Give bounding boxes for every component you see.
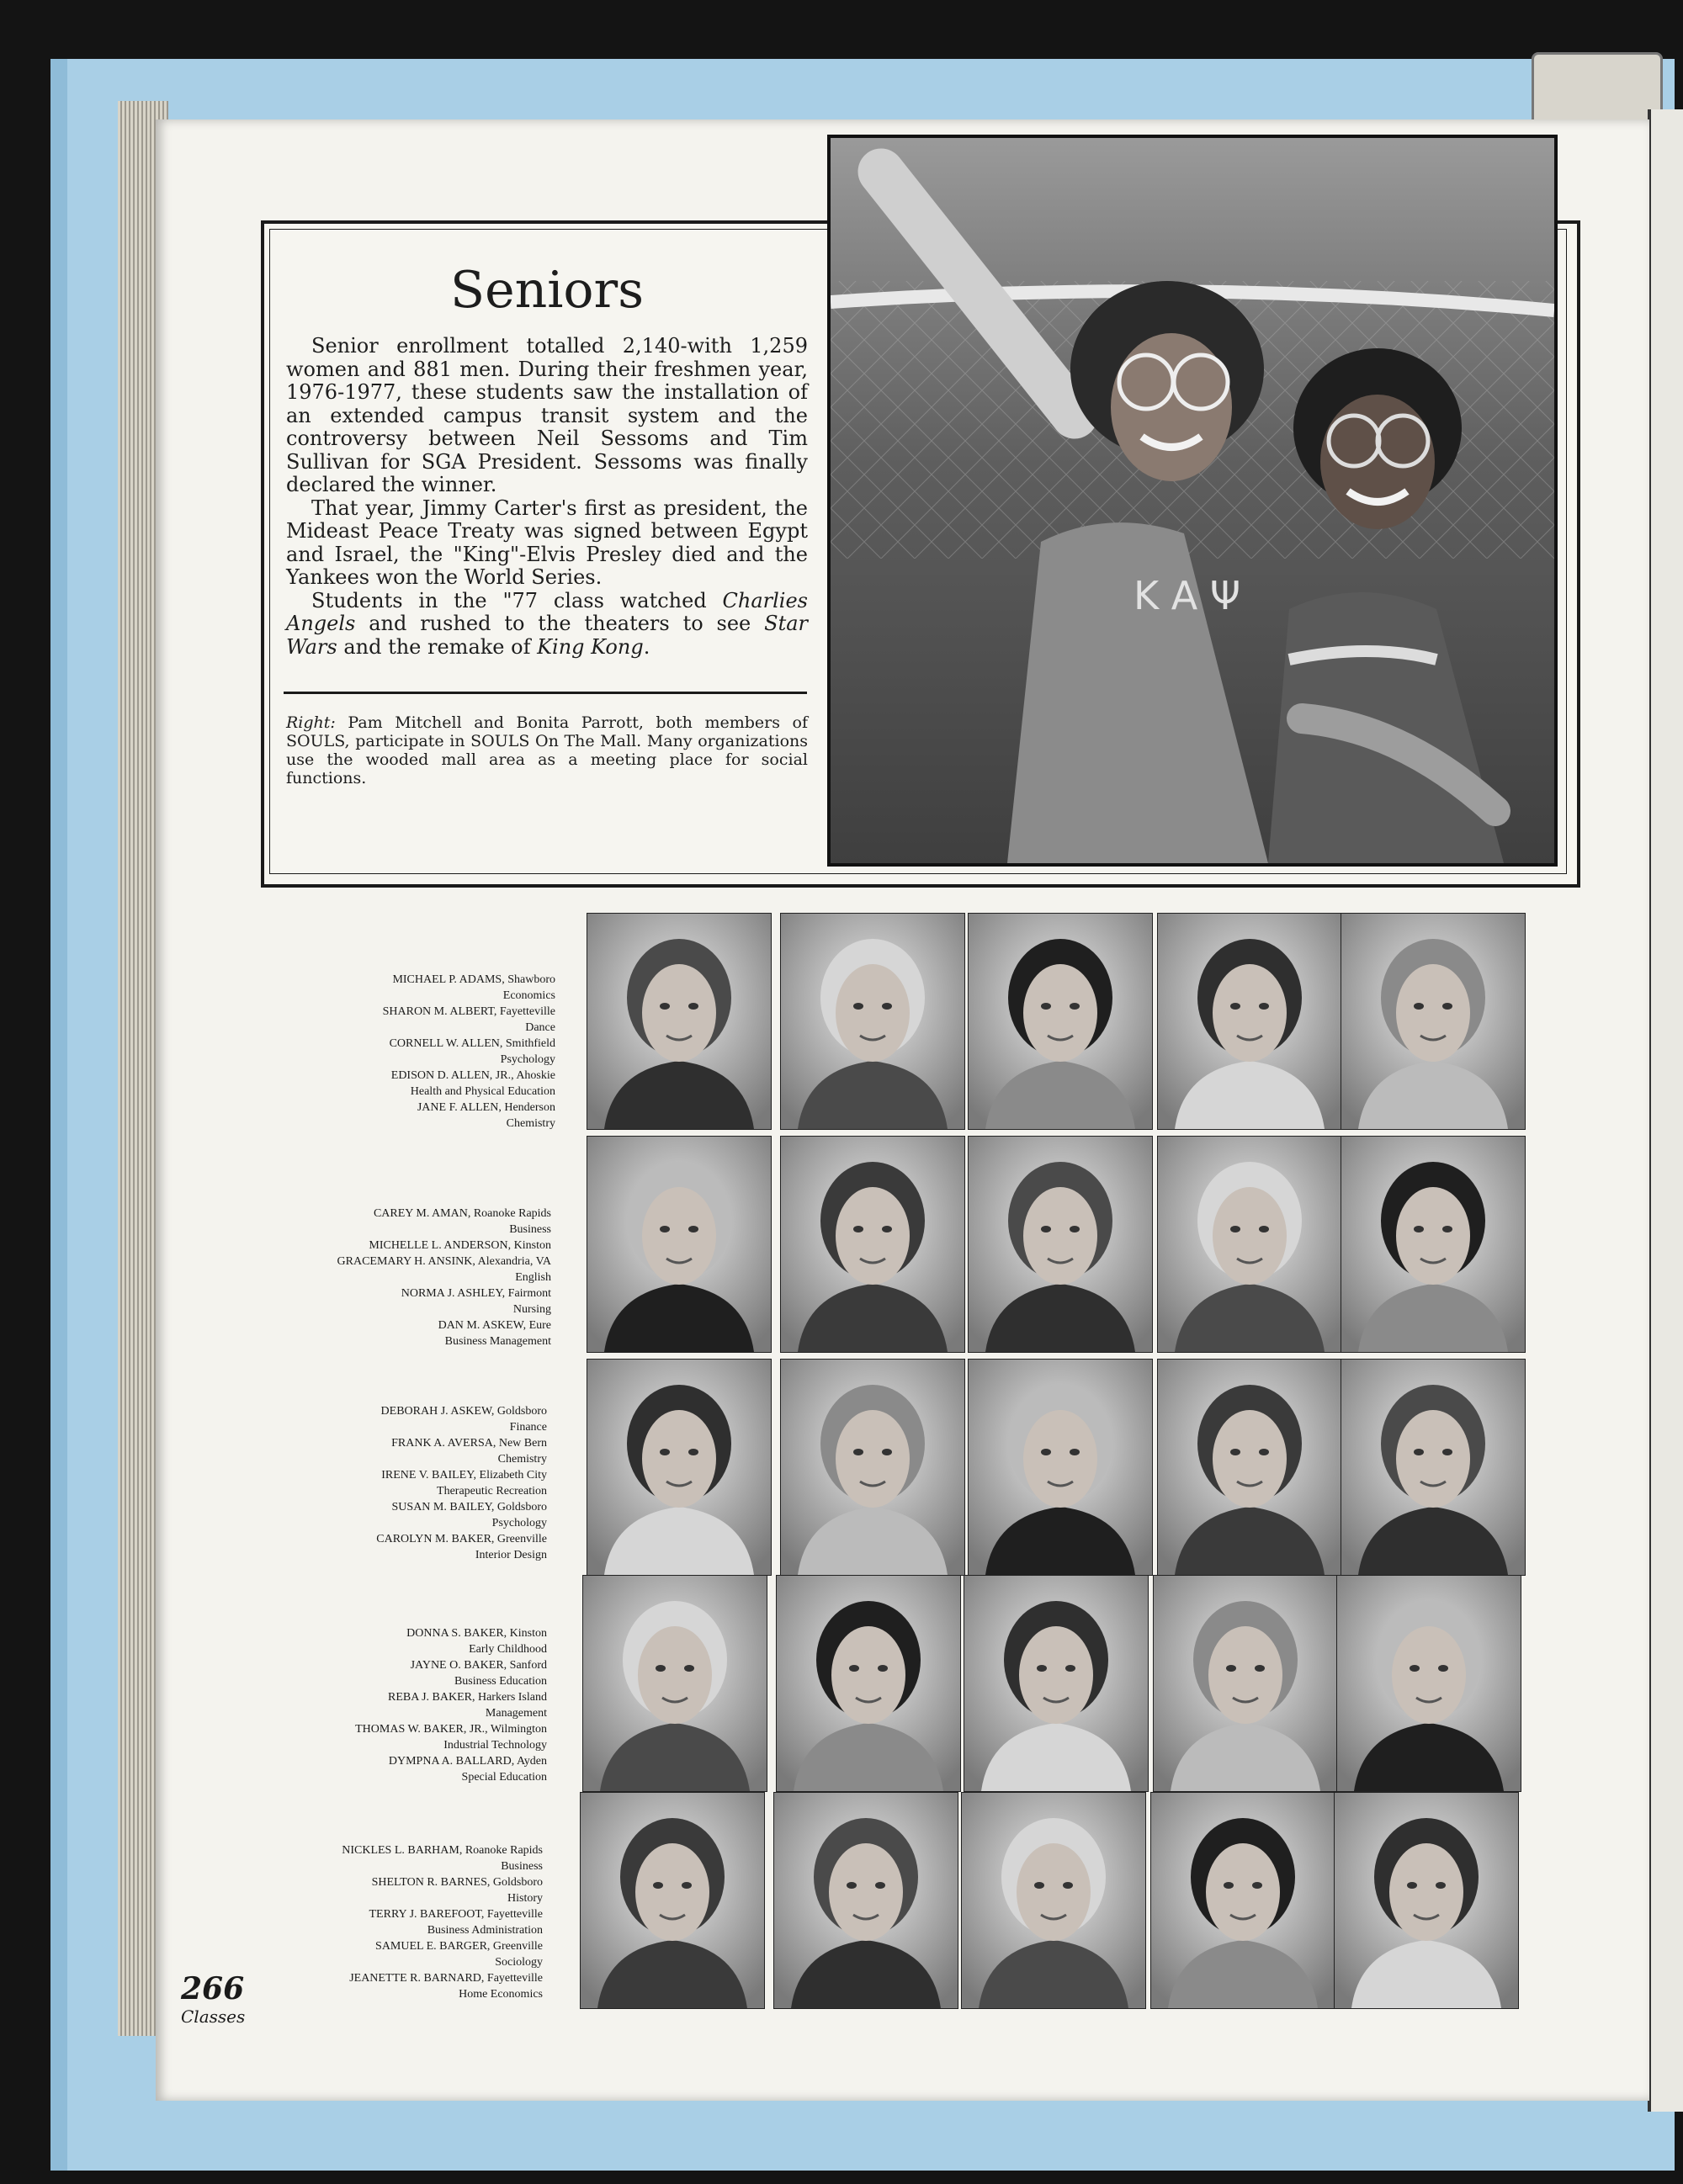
caption-divider: [284, 692, 807, 694]
student-name: EDISON D. ALLEN, JR., Ahoskie: [390, 1069, 555, 1082]
student-name: DAN M. ASKEW, Eure: [438, 1319, 551, 1332]
student-major: Business Administration: [427, 1924, 543, 1937]
page-number: 266: [181, 1971, 245, 2006]
student-name: IRENE V. BAILEY, Elizabeth City: [381, 1469, 547, 1482]
student-portrait: [961, 1792, 1146, 2009]
student-major: Early Childhood: [469, 1643, 547, 1656]
student-major: History: [507, 1892, 543, 1905]
student-portrait: [780, 1359, 965, 1576]
caption-text: Pam Mitchell and Bonita Parrott, both members of SOULS, participate in SOULS On The Mall. Many organizations use the wooded mall area as a meeting place for social functions.: [286, 713, 808, 787]
student-name: SHELTON R. BARNES, Goldsboro: [371, 1876, 543, 1889]
student-portrait: [1157, 1136, 1342, 1353]
movie-star-wars: Star Wars: [286, 612, 808, 659]
student-major: Management: [485, 1707, 547, 1720]
student-portrait: [968, 1136, 1153, 1353]
photo-caption: [286, 713, 808, 787]
roster-row-4: [244, 1625, 547, 1785]
student-portrait: [968, 913, 1153, 1130]
cover-edge: [50, 59, 67, 2171]
student-portrait: [964, 1575, 1149, 1792]
student-portrait: [1341, 1136, 1526, 1353]
student-name: NICKLES L. BARHAM, Roanoke Rapids: [342, 1844, 543, 1857]
student-portrait: [780, 913, 965, 1130]
p3-part2: and rushed to the theaters to see: [355, 612, 765, 635]
student-major: Psychology: [491, 1517, 547, 1529]
student-major: Nursing: [512, 1303, 551, 1316]
facing-page-edge: [1648, 109, 1683, 2112]
student-name: JEANETTE R. BARNARD, Fayetteville: [349, 1972, 543, 1985]
movie-king-kong: King Kong: [537, 634, 644, 659]
student-major: Therapeutic Recreation: [437, 1485, 547, 1498]
student-portrait: [1341, 913, 1526, 1130]
student-major: Business: [509, 1223, 551, 1236]
movie-charlies-angels: Charlies Angels: [286, 588, 808, 635]
student-name: CAROLYN M. BAKER, Greenville: [376, 1533, 547, 1545]
roster-row-3: [244, 1403, 547, 1563]
student-major: Interior Design: [475, 1549, 547, 1561]
student-major: Sociology: [495, 1956, 543, 1969]
roster-row-2: [244, 1206, 551, 1349]
intro-paragraph-2: That year, Jimmy Carter's first as president, the Mideast Peace Treaty was signed between Egypt and Israel, the "King"-Elvis Presley died and the Yankees won the World Series.: [286, 496, 808, 589]
feature-photo: [827, 135, 1558, 867]
student-portrait: [1153, 1575, 1338, 1792]
student-portrait: [968, 1359, 1153, 1576]
student-name: DYMPNA A. BALLARD, Ayden: [388, 1755, 547, 1768]
student-name: CORNELL W. ALLEN, Smithfield: [389, 1037, 555, 1050]
student-major: Chemistry: [497, 1453, 547, 1466]
student-major: Business Education: [454, 1675, 547, 1688]
intro-paragraph-1: Senior enrollment totalled 2,140-with 1,259 women and 881 men. During their freshmen year, 1976-1977, these students saw the installation of an extended campus transit system and the controversy between Neil Sessoms and Tim Sullivan for SGA President. Sessoms was finally declared the winner.: [286, 334, 808, 496]
student-portrait: [580, 1792, 765, 2009]
student-portrait: [587, 913, 772, 1130]
student-major: Economics: [502, 989, 555, 1002]
student-portrait: [587, 1136, 772, 1353]
student-major: Business: [501, 1860, 543, 1873]
student-name: JAYNE O. BAKER, Sanford: [410, 1659, 547, 1672]
student-name: THOMAS W. BAKER, JR., Wilmington: [355, 1723, 547, 1736]
student-name: FRANK A. AVERSA, New Bern: [391, 1437, 547, 1450]
student-name: CAREY M. AMAN, Roanoke Rapids: [373, 1207, 551, 1220]
student-major: Dance: [525, 1021, 555, 1034]
student-portrait: [1336, 1575, 1521, 1792]
student-name: SHARON M. ALBERT, Fayetteville: [382, 1005, 555, 1018]
student-portrait: [780, 1136, 965, 1353]
student-name: MICHELLE L. ANDERSON, Kinston: [369, 1239, 551, 1252]
student-portrait: [1150, 1792, 1335, 2009]
student-name: GRACEMARY H. ANSINK, Alexandria, VA: [337, 1255, 551, 1268]
svg-text:K A Ψ: K A Ψ: [1134, 573, 1241, 618]
p3-part1: Students in the "77 class watched: [311, 588, 723, 612]
student-name: SUSAN M. BAILEY, Goldsboro: [391, 1501, 547, 1513]
p3-part4: .: [643, 634, 650, 659]
roster-row-1: [252, 972, 555, 1132]
student-major: Chemistry: [506, 1117, 555, 1130]
caption-lead: Right:: [286, 713, 336, 732]
student-major: Business Management: [444, 1335, 551, 1348]
student-major: Finance: [509, 1421, 547, 1434]
student-name: DEBORAH J. ASKEW, Goldsboro: [380, 1405, 547, 1418]
p3-part3: and the remake of: [337, 634, 538, 659]
roster-row-5: [236, 1842, 543, 2002]
student-name: TERRY J. BAREFOOT, Fayetteville: [369, 1908, 543, 1921]
student-name: NORMA J. ASHLEY, Fairmont: [401, 1287, 551, 1300]
student-major: Health and Physical Education: [410, 1085, 555, 1098]
student-portrait: [776, 1575, 961, 1792]
student-name: JANE F. ALLEN, Henderson: [417, 1101, 555, 1114]
intro-body: [286, 335, 808, 659]
student-name: SAMUEL E. BARGER, Greenville: [375, 1940, 543, 1953]
student-name: REBA J. BAKER, Harkers Island: [388, 1691, 547, 1704]
student-portrait: [587, 1359, 772, 1576]
student-major: Psychology: [500, 1053, 555, 1066]
page-title: Seniors: [449, 261, 645, 320]
student-portrait: [1334, 1792, 1519, 2009]
intro-paragraph-3: [286, 590, 808, 660]
student-portrait: [1157, 913, 1342, 1130]
student-major: Home Economics: [459, 1988, 543, 2001]
feature-photo-art: [831, 138, 1554, 863]
student-portrait: [582, 1575, 767, 1792]
student-major: Industrial Technology: [443, 1739, 547, 1752]
student-portrait: [1341, 1359, 1526, 1576]
section-label: Classes: [181, 2006, 246, 2027]
student-name: MICHAEL P. ADAMS, Shawboro: [392, 973, 555, 986]
student-name: DONNA S. BAKER, Kinston: [406, 1627, 547, 1640]
student-major: English: [515, 1271, 551, 1284]
student-portrait: [1157, 1359, 1342, 1576]
student-portrait: [773, 1792, 958, 2009]
student-major: Special Education: [461, 1771, 547, 1784]
